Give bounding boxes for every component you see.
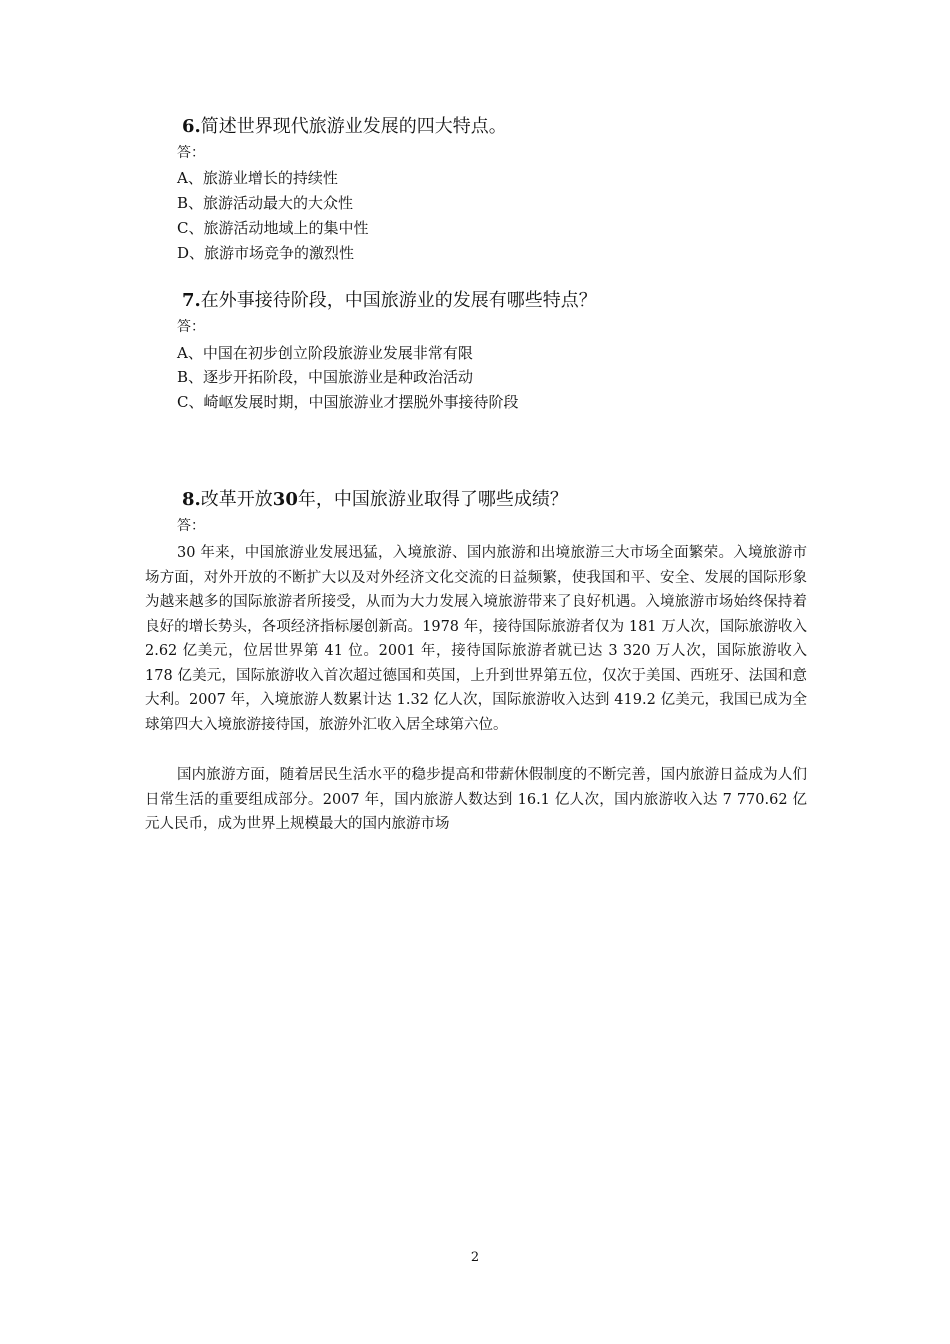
question-6-title	[182, 115, 507, 139]
question-8-text-bold: 30	[272, 489, 298, 510]
page-number: 2	[470, 1250, 480, 1265]
question-6-text: 简述世界现代旅游业发展的四大特点。	[200, 116, 507, 137]
question-7-item-b: B、逐步开拓阶段，中国旅游业是种政治活动	[177, 368, 474, 386]
question-7-answer-label: 答：	[177, 319, 205, 335]
question-6-item-b: B、旅游活动最大的大众性	[177, 194, 354, 212]
question-8-paragraph-2: 国内旅游方面，随着居民生活水平的稳步提高和带薪休假制度的不断完善，国内旅游日益成为人们日常生活的重要组成部分。2007 年，国内旅游人数达到 16.1 亿人次，国内旅游收入达 7 770.62 亿元人民币，成为世界上规模最大的国内旅游市场	[145, 767, 807, 832]
question-8-text-pre: 改革开放	[200, 489, 273, 510]
question-8-number: 8.	[182, 489, 201, 510]
question-7-title	[182, 289, 597, 313]
question-8-text-post: 年，中国旅游业取得了哪些成绩？	[297, 489, 568, 510]
question-6-item-c: C、旅游活动地域上的集中性	[177, 219, 369, 237]
question-7-item-c: C、崎岖发展时期，中国旅游业才摆脱外事接待阶段	[177, 393, 519, 411]
question-7-number: 7.	[182, 290, 201, 311]
question-8-paragraph-1: 30 年来，中国旅游业发展迅猛，入境旅游、国内旅游和出境旅游三大市场全面繁荣。入境旅游市场方面，对外开放的不断扩大以及对外经济文化交流的日益频繁，使我国和平、安全、发展的国际形象为越来越多的国际旅游者所接受，从而为大力发展入境旅游带来了良好机遇。入境旅游市场始终保持着良好的增长势头，各项经济指标屡创新高。1978 年，接待国际旅游者仅为 181 万人次，国际旅游收入 2.62 亿美元，位居世界第 41 位。2001 年，接待国际旅游者就已达 3 320 万人次，国际旅游收入 178 亿美元，国际旅游收入首次超过德国和英国，上升到世界第五位，仅次于美国、西班牙、法国和意大利。2007 年，入境旅游人数累计达 1.32 亿人次，国际旅游收入达到 419.2 亿美元，我国已成为全球第四大入境旅游接待国，旅游外汇收入居全球第六位。	[145, 545, 807, 733]
question-6-item-a: A、旅游业增长的持续性	[177, 169, 338, 187]
question-7-item-a: A、中国在初步创立阶段旅游业发展非常有限	[177, 344, 473, 362]
question-8-answer-label: 答：	[177, 518, 205, 534]
question-6-answer-label: 答：	[177, 145, 205, 161]
question-6-item-d: D、旅游市场竞争的激烈性	[177, 244, 355, 262]
question-6-number: 6.	[182, 116, 201, 137]
question-7-text: 在外事接待阶段，中国旅游业的发展有哪些特点？	[200, 290, 597, 311]
question-8-title	[182, 488, 568, 512]
